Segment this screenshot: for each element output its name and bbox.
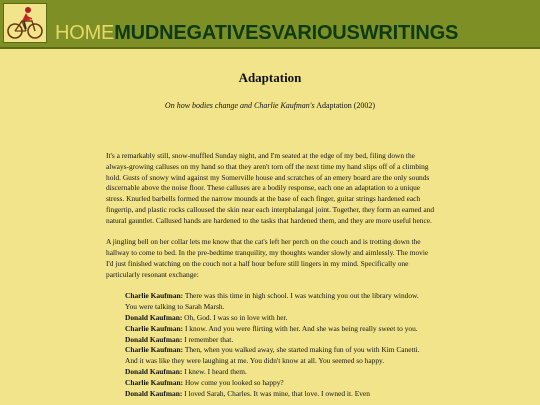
dialog-line [125,291,420,313]
nav-mud-link[interactable]: MUD [114,22,160,44]
dialog-line [125,335,420,346]
dialog-line [125,313,420,324]
dialog-text: How come you looked so happy? [183,377,284,387]
cyclist-logo[interactable] [3,3,47,43]
dialog-text: I loved Sarah, Charles. It was mine, that love. I owned it. Even [182,388,370,398]
dialog-line [125,345,420,367]
dialog-speaker: Charlie Kaufman: [125,323,184,333]
site-header [0,0,540,49]
dialog-line [125,389,420,400]
nav-various-link[interactable]: VARIOUS [271,22,360,44]
dialog-text: I knew. I heard them. [182,366,247,376]
dialog-excerpt [125,291,420,399]
dialog-line [125,378,420,389]
dialog-text: I remember that. [182,334,234,344]
dialog-text: Then, when you walked away, she started making fun of you with Kim Canetti. And it was like they were laughing at me. You didn't know at all. You seemed so happy. [125,345,420,366]
dialog-text: Oh, God. I was so in love with her. [182,312,288,322]
dialog-speaker: Charlie Kaufman: [125,345,184,355]
subtitle-italic: On how bodies change and Charlie Kaufman's [164,101,315,110]
dialog-speaker: Charlie Kaufman: [125,377,184,387]
dialog-text: There was this time in high school. I was watching you out the library window. You were talking to Sarah Marsh. [125,291,419,312]
paragraph: A jingling bell on her collar lets me know that the cat's left her perch on the couch and is trotting down the hallway to come to bed. In the pre-bedtime tranquility, my thoughts wander slowly and aimlessly. The movie I'd just finished watching on the couch not a half hour before still lingers in my mind. Specifically one particularly resonant exchange: [106,237,429,279]
subtitle-plain: Adaptation (2002) [314,101,376,110]
article-subtitle [0,101,540,110]
bicycle-icon [4,4,46,42]
main-nav [55,21,458,45]
dialog-speaker: Charlie Kaufman: [125,291,184,301]
dialog-text: I know. And you were flirting with her. And she was being really sweet to you. [183,323,418,333]
dialog-speaker: Donald Kaufman: [125,388,183,398]
dialog-line [125,324,420,335]
dialog-speaker: Donald Kaufman: [125,312,183,322]
nav-writings-link[interactable]: WRITINGS [359,22,459,44]
dialog-speaker: Donald Kaufman: [125,366,183,376]
article-body [106,151,436,399]
article-title: Adaptation [238,70,302,85]
nav-negatives-link[interactable]: NEGATIVES [159,22,272,44]
dialog-line [125,367,420,378]
dialog-speaker: Donald Kaufman: [125,334,183,344]
nav-home-link[interactable]: HOME [55,22,115,44]
paragraph: It's a remarkably still, snow-muffled Sunday night, and I'm seated at the edge of my bed, filing down the always-growing calluses on my hand so that they aren't torn off the next time my hand slips off of a climbing hold. Gusts of snowy wind against my Somerville house and scratches of an emery board are the only sounds discernable above the noise floor. These calluses are a bodily response, each one an adaptation to a unique stress. Knurled barbells formed the narrow mounds at the base of each finger, guitar strings hardened each fingertip, and plastic rocks calloused the skin near each interphalangal joint. Together, they form an earned and natural gauntlet. Callused hands are hardened to the tasks that hardened them, and they are more useful hence. [106,151,435,225]
